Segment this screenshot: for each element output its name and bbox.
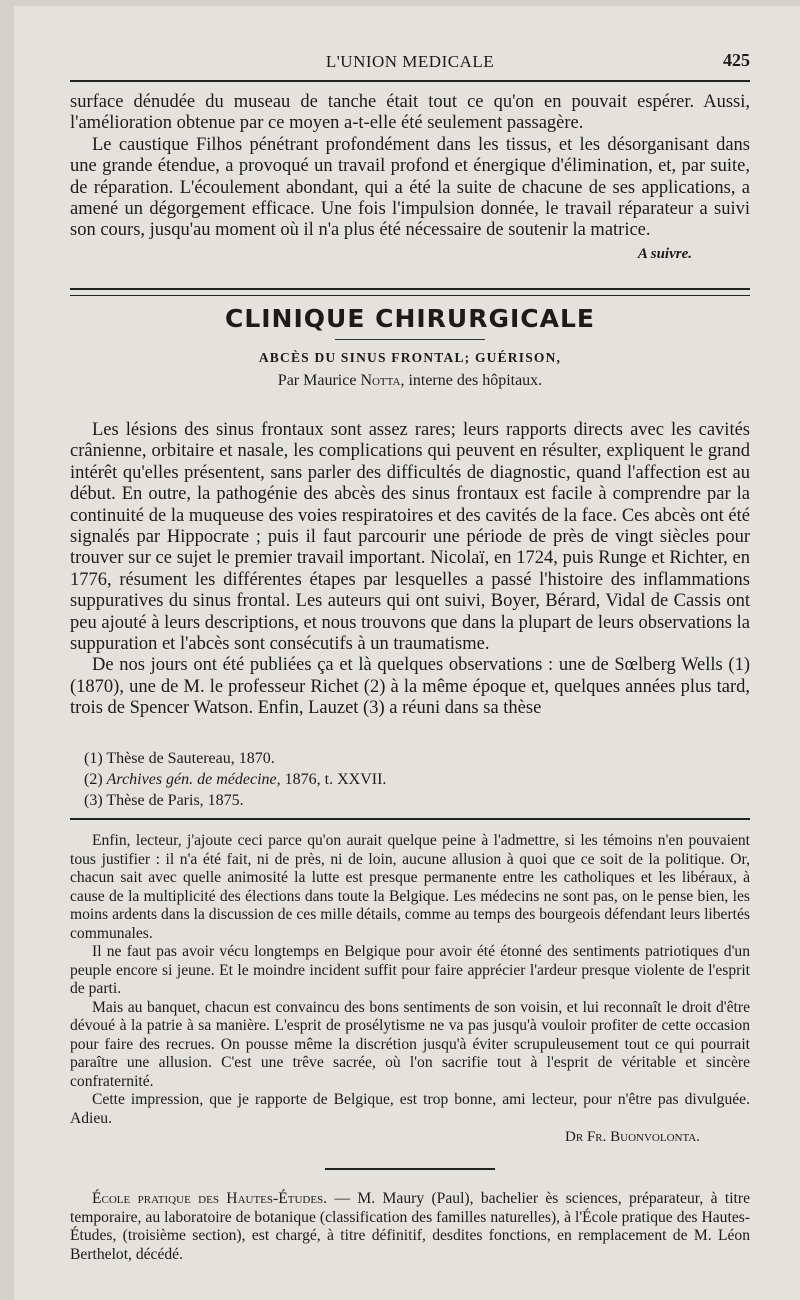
section-rule [70,288,750,296]
feuilleton-rule [70,818,750,820]
continuation-paragraph-2: Le caustique Filhos pénétrant profondément dans les tissus, et les désorganisant dans une grande étendue, a provoqué un travail profond et énergique d'élimination, et, par suite, de réparation. L'écoulement abondant, qui a été la suite de chacune de ses applications, a amené un dégorgement efficace. Une fois l'impulsion donnée, le travail réparateur a suivi son cours, jusqu'au moment où il n'a plus été nécessaire de soutenir la matrice. [70,134,750,241]
article-body [70,420,750,720]
article-title: ABCÈS DU SINUS FRONTAL; GUÉRISON, [258,350,562,365]
notice [70,1190,750,1264]
footnote-1 [70,748,750,769]
byline-prefix: Par Maurice [277,372,357,389]
feuilleton-paragraph-1: Enfin, lecteur, j'ajoute ceci parce qu'on aurait quelque peine à l'admettre, si les témoins n'en pouvaient tous justifier : il n'a été fait, ni de près, ni de loin, aucune allusion à quoi que ce soit de la politique. Or, chacun sait avec quelle animosité la lutte est presque permanente entre les catholiques et les libéraux, à cause de la multiplicité des élections dans toute la Belgique. Les médecins ne sont pas, on le pense bien, les moins ardents dans la discussion de ces mille détails, comme au temps des bourgeois défendant leurs libertés communales. [70,832,750,942]
feuilleton-paragraph-3: Mais au banquet, chacun est convaincu des bons sentiments de son voisin, et lui reconnaît le droit d'être dévoué à la patrie à sa manière. L'esprit de prosélytisme ne va pas jusqu'à vouloir profiter de cette occasion pour faire des recrues. On pousse même la discrétion jusqu'à éviter scrupuleusement tout ce qui pourrait paraître une allusion. C'est une trêve sacrée, où l'on sacrifie tout à l'esprit de véritable et sincère confraternité. [70,998,750,1090]
section-heading [70,288,750,390]
a-suivre: A suivre. [637,245,692,262]
article-paragraph-1: Les lésions des sinus frontaux sont assez rares; leurs rapports directs avec les cavités crânienne, orbitaire et nasale, les complications qui peuvent en résulter, expliquent le grand intérêt qu'elles présentent, sans parler des difficultés de diagnostic, quand l'affection est au début. En outre, la pathogénie des abcès des sinus frontaux est facile à comprendre par la continuité de la muqueuse des voies respiratoires et des cavités de la face. Ces abcès ont été signalés par Hippocrate ; puis il faut parcourir une période de près de vingt siècles pour trouver sur ce sujet le premier travail important. Nicolaï, en 1724, puis Runge et Richter, en 1776, résument les différentes étapes par lesquelles a passé l'histoire des inflammations suppuratives du sinus frontal. Les auteurs qui ont suivi, Boyer, Bérard, Vidal de Cassis ont peu ajouté à leurs descriptions, et nous trouvons que dans la plupart de leurs observations la suppuration et l'abcès sont consécutifs à un traumatisme. [70,420,750,655]
notice-rule [70,1168,750,1170]
feuilleton-paragraph-2: Il ne faut pas avoir vécu longtemps en Belgique pour avoir été étonné des sentiments patriotiques d'un peuple encore si jeune. Et le moindre incident suffit pour faire apprécier l'ardeur presque violente de l'esprit de parti. [70,943,750,997]
running-title: L'UNION MEDICALE [325,52,495,71]
rule-line [70,818,750,820]
article-paragraph-2: De nos jours ont été publiées ça et là quelques observations : une de Sœlberg Wells (1) (1870), une de M. le professeur Richet (2) à la même époque et, quelques années plus tard, trois de Spencer Watson. Enfin, Lauzet (3) a réuni dans sa thèse [70,655,750,719]
notice-paragraph [70,1190,750,1264]
footnotes [70,748,750,811]
notice-body: — M. Maury (Paul), bachelier ès sciences, préparateur, à titre temporaire, au laboratoire de botanique (classification des familles naturelles), à l'École pratique des Hautes-Études, (troisième section), est chargé, à titre définitif, desdites fonctions, en remplacement de M. Léon Berthelot, décédé. [70,1190,750,1263]
page-number: 425 [723,50,750,70]
footnote-3 [70,790,750,811]
feuilleton-paragraph-4: Cette impression, que je rapporte de Belgique, est trop bonne, ami lecteur, pour n'être pas divulguée. Adieu. [70,1091,750,1127]
byline [70,372,750,390]
header-rule [70,80,750,82]
page-header [70,44,750,84]
byline-author: Notta [360,372,401,389]
footnote-2-ref: 1876, t. XXVII. [280,771,387,788]
continuation-text [70,92,750,265]
title-underline [335,339,485,340]
footnote-2-journal: Archives gén. de médecine, [106,771,281,788]
feuilleton-text [70,832,750,1147]
footnote-2-number: (2) [84,771,107,788]
notice-heading: École pratique des Hautes-Études. [92,1190,328,1207]
center-rule-line [325,1168,495,1170]
footnote-1-text: (1) Thèse de Sautereau, 1870. [84,750,275,767]
section-title: CLINIQUE CHIRURGICALE [224,304,596,333]
continuation-paragraph-1: surface dénudée du museau de tanche était tout ce qu'on en pouvait espérer. Aussi, l'amélioration obtenue par ce moyen a-t-elle été seulement passagère. [70,92,750,134]
footnote-2 [70,769,750,790]
byline-suffix: , interne des hôpitaux. [400,372,543,389]
footnote-3-text: (3) Thèse de Paris, 1875. [84,792,244,809]
signature: Dr Fr. Buonvolonta. [565,1129,700,1145]
